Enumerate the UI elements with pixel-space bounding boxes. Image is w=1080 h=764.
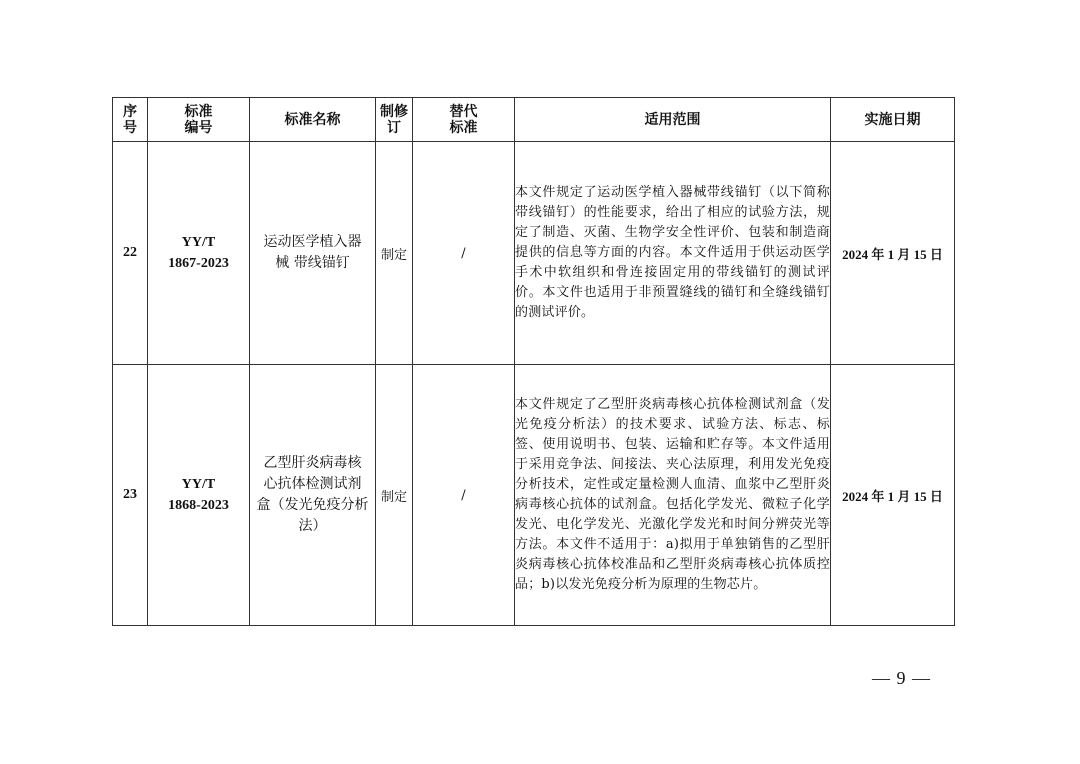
header-seq: 序 号 [113, 98, 148, 142]
header-replaces: 替代 标准 [413, 98, 515, 142]
row-seq: 22 [113, 142, 148, 365]
row-revision: 制定 [376, 365, 413, 626]
header-revision: 制修 订 [376, 98, 413, 142]
row-name: 乙型肝炎病毒核 心抗体检测试剂 盒（发光免疫分析 法） [250, 365, 376, 626]
row-code: YY/T 1868-2023 [148, 365, 250, 626]
row-scope: 本文件规定了乙型肝炎病毒核心抗体检测试剂盒（发光免疫分析法）的技术要求、试验方法、标志、标签、使用说明书、包装、运输和贮存等。本文件适用于采用竞争法、间接法、夹心法原理，利用发光免疫分析技术，定性或定量检测人血清、血浆中乙型肝炎病毒核心抗体的试剂盒。包括化学发光、微粒子化学发光、电化学发光、光激化学发光和时间分辨荧光等方法。本文件不适用于：a)拟用于单独销售的乙型肝炎病毒核心抗体校准品和乙型肝炎病毒核心抗体质控品；b)以发光免疫分析为原理的生物芯片。 [515, 365, 831, 626]
table-row [113, 142, 955, 365]
header-code: 标准 编号 [148, 98, 250, 142]
header-scope: 适用范围 [515, 98, 831, 142]
row-name: 运动医学植入器 械 带线锚钉 [250, 142, 376, 365]
row-replaces: / [413, 365, 515, 626]
table-row [113, 365, 955, 626]
table-header-row [113, 98, 955, 142]
row-date: 2024 年 1 月 15 日 [831, 142, 955, 365]
header-name: 标准名称 [250, 98, 376, 142]
row-date: 2024 年 1 月 15 日 [831, 365, 955, 626]
row-scope: 本文件规定了运动医学植入器械带线锚钉（以下简称带线锚钉）的性能要求，给出了相应的试验方法，规定了制造、灭菌、生物学安全性评价、包装和制造商提供的信息等方面的内容。本文件适用于供运动医学手术中软组织和骨连接固定用的带线锚钉的测试评价。本文件也适用于非预置缝线的锚钉和全缝线锚钉的测试评价。 [515, 142, 831, 365]
row-replaces: / [413, 142, 515, 365]
header-date: 实施日期 [831, 98, 955, 142]
row-revision: 制定 [376, 142, 413, 365]
page-number: — 9 — [872, 668, 931, 688]
standards-table [112, 97, 955, 626]
row-seq: 23 [113, 365, 148, 626]
row-code: YY/T 1867-2023 [148, 142, 250, 365]
